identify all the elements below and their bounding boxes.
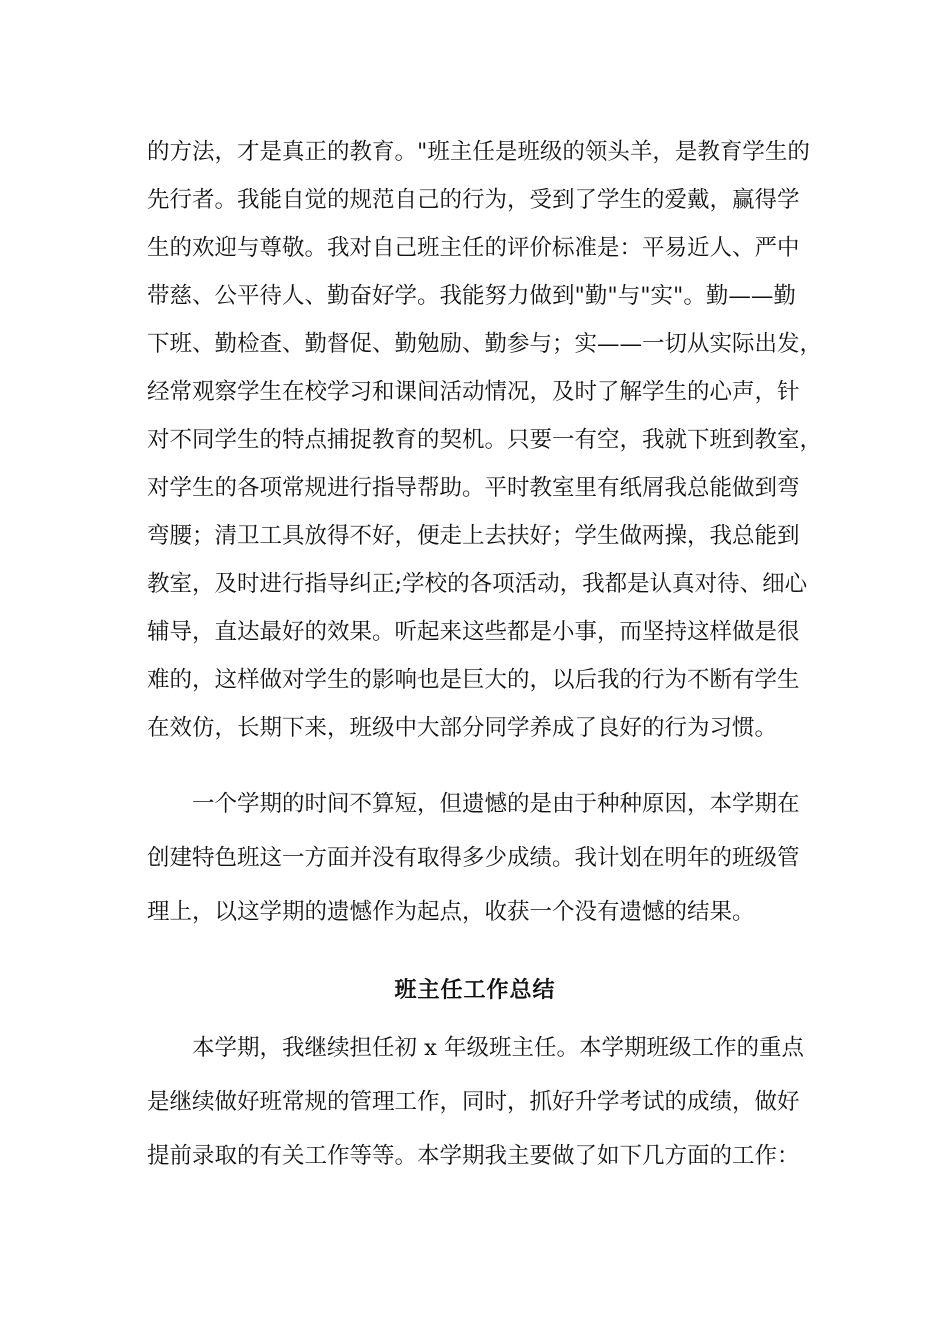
- paragraph-line: 难的，这样做对学生的影响也是巨大的，以后我的行为不断有学生: [147, 667, 800, 693]
- paragraph-line: 是继续做好班常规的管理工作，同时，抓好升学考试的成绩，做好: [147, 1089, 800, 1115]
- section-title: 班主任工作总结: [394, 977, 556, 1003]
- paragraph-line: 的方法，才是真正的教育。"班主任是班级的领头羊，是教育学生的: [147, 139, 810, 165]
- paragraph-line: 创建特色班这一方面并没有取得多少成绩。我计划在明年的班级管: [147, 845, 800, 871]
- paragraph-line: 提前录取的有关工作等等。本学期我主要做了如下几方面的工作：: [147, 1143, 800, 1169]
- paragraph-line: 带慈、公平待人、勤奋好学。我能努力做到"勤"与"实"。勤——勤: [147, 283, 796, 309]
- paragraph-line: 理上，以这学期的遗憾作为起点，收获一个没有遗憾的结果。: [147, 899, 755, 925]
- paragraph-line: 对学生的各项常规进行指导帮助。平时教室里有纸屑我总能做到弯: [147, 475, 800, 501]
- paragraph-line: 在效仿，长期下来，班级中大部分同学养成了良好的行为习惯。: [147, 715, 778, 741]
- paragraph-line: 经常观察学生在校学习和课间活动情况，及时了解学生的心声，针: [147, 379, 800, 405]
- paragraph-line: 先行者。我能自觉的规范自己的行为，受到了学生的爱戴，赢得学: [147, 187, 800, 213]
- paragraph-line: 本学期，我继续担任初 x 年级班主任。本学期班级工作的重点: [192, 1035, 804, 1061]
- paragraph-line: 生的欢迎与尊敬。我对自己班主任的评价标准是：平易近人、严中: [147, 235, 800, 261]
- paragraph-line: 辅导，直达最好的效果。听起来这些都是小事，而坚持这样做是很: [147, 619, 800, 645]
- paragraph-line: 教室，及时进行指导纠正;学校的各项活动，我都是认真对待、细心: [147, 571, 808, 597]
- paragraph-line: 弯腰；清卫工具放得不好，便走上去扶好；学生做两操，我总能到: [147, 523, 800, 549]
- paragraph-line: 下班、勤检查、勤督促、勤勉励、勤参与；实——一切从实际出发，: [147, 331, 823, 357]
- paragraph-line: 对不同学生的特点捕捉教育的契机。只要一有空，我就下班到教室，: [147, 427, 823, 453]
- paragraph-line: 一个学期的时间不算短，但遗憾的是由于种种原因，本学期在: [192, 791, 800, 817]
